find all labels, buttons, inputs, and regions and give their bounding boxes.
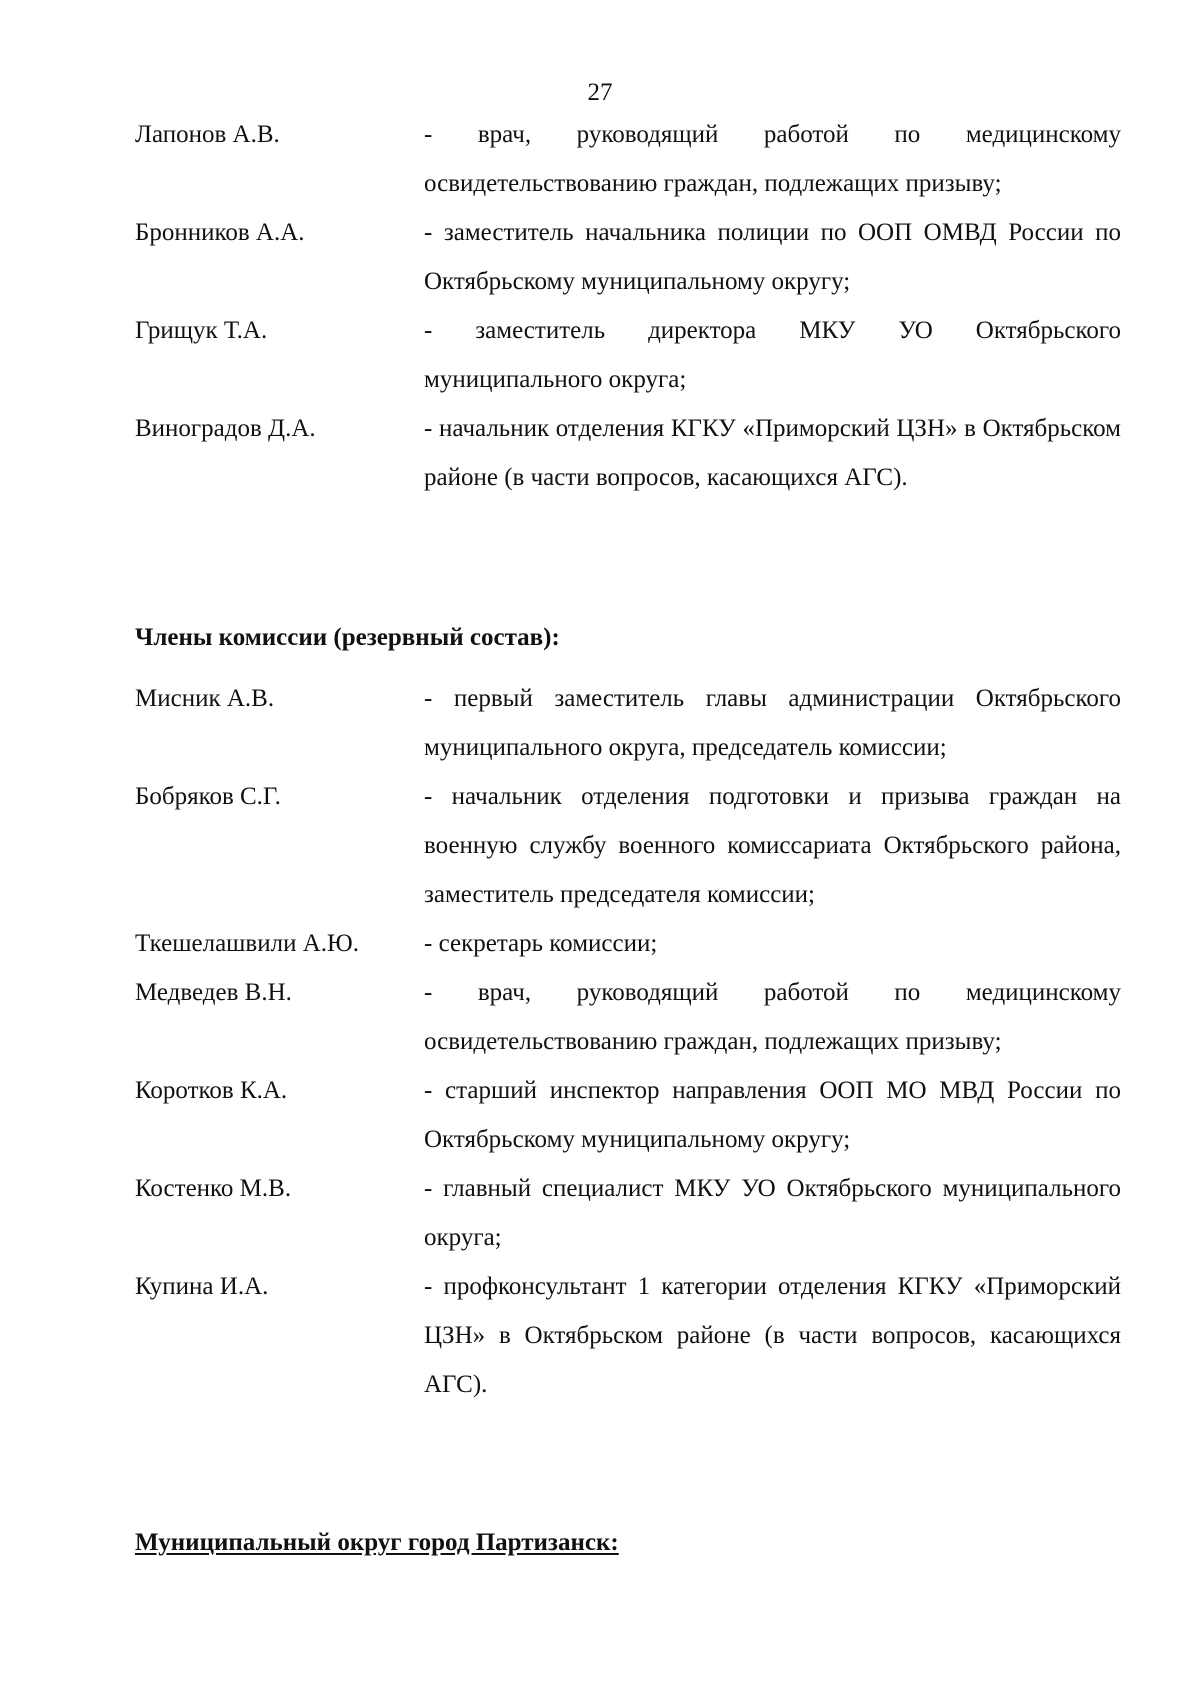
member-row bbox=[135, 674, 1121, 772]
member-name: Мисник А.В. bbox=[135, 685, 275, 712]
member-role: - главный специалист МКУ УО Октябрьского муниципального округа; bbox=[424, 1175, 1121, 1251]
member-row bbox=[135, 306, 1121, 404]
member-name: Купина И.А. bbox=[135, 1273, 269, 1300]
member-row bbox=[135, 772, 1121, 919]
member-name: Коротков К.А. bbox=[135, 1077, 288, 1104]
member-row bbox=[135, 110, 1121, 208]
member-name: Лапонов А.В. bbox=[135, 121, 280, 148]
next-section-heading: Муниципальный округ город Партизанск: bbox=[135, 1529, 619, 1556]
main-members-list bbox=[135, 110, 1121, 502]
member-row bbox=[135, 1164, 1121, 1262]
member-name: Ткешелашвили А.Ю. bbox=[135, 930, 359, 957]
member-name: Медведев В.Н. bbox=[135, 979, 292, 1006]
member-name: Костенко М.В. bbox=[135, 1175, 292, 1202]
member-row bbox=[135, 208, 1121, 306]
member-role: - начальник отделения подготовки и призыва граждан на военную службу военного комиссариата Октябрьского района, заместитель председателя комиссии; bbox=[424, 783, 1121, 908]
member-role: - первый заместитель главы администрации Октябрьского муниципального округа, председатель комиссии; bbox=[424, 685, 1121, 761]
member-name: Грищук Т.А. bbox=[135, 317, 268, 344]
member-row bbox=[135, 404, 1121, 502]
member-role: - врач, руководящий работой по медицинскому освидетельствованию граждан, подлежащих призыву; bbox=[424, 979, 1121, 1055]
member-name: Виноградов Д.А. bbox=[135, 415, 316, 442]
page-number: 27 bbox=[587, 79, 613, 106]
reserve-members-list bbox=[135, 674, 1121, 1409]
member-row bbox=[135, 1262, 1121, 1409]
member-name: Бобряков С.Г. bbox=[135, 783, 281, 810]
member-role: - старший инспектор направления ООП МО МВД России по Октябрьскому муниципальному округу; bbox=[424, 1077, 1121, 1153]
member-role: - секретарь комиссии; bbox=[424, 930, 658, 957]
member-role: - заместитель директора МКУ УО Октябрьского муниципального округа; bbox=[424, 317, 1121, 393]
member-row bbox=[135, 1066, 1121, 1164]
member-role: - заместитель начальника полиции по ООП ОМВД России по Октябрьскому муниципальному округу; bbox=[424, 219, 1121, 295]
member-role: - врач, руководящий работой по медицинскому освидетельствованию граждан, подлежащих призыву; bbox=[424, 121, 1121, 197]
member-role: - начальник отделения КГКУ «Приморский ЦЗН» в Октябрьском районе (в части вопросов, касающихся АГС). bbox=[424, 415, 1121, 491]
member-row bbox=[135, 919, 1121, 968]
reserve-heading: Члены комиссии (резервный состав): bbox=[135, 624, 560, 651]
member-name: Бронников А.А. bbox=[135, 219, 305, 246]
member-role: - профконсультант 1 категории отделения КГКУ «Приморский ЦЗН» в Октябрьском районе (в части вопросов, касающихся АГС). bbox=[424, 1273, 1121, 1398]
member-row bbox=[135, 968, 1121, 1066]
